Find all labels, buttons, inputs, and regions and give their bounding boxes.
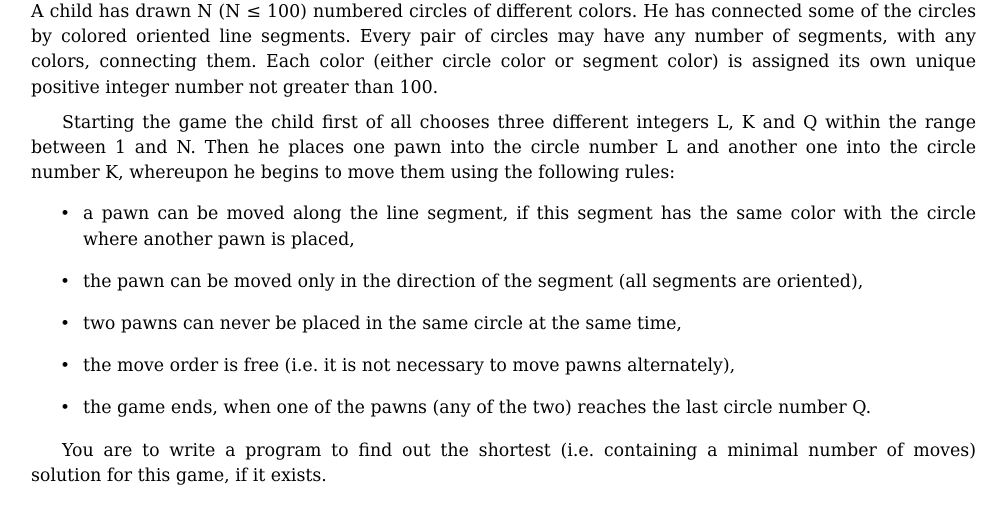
rule-text: two pawns can never be placed in the same circle at the same time, (83, 314, 682, 335)
list-item (31, 354, 976, 379)
rule-text: the pawn can be moved only in the direction of the segment (all segments are oriented), (83, 271, 864, 292)
list-item (31, 312, 976, 337)
bullet-icon: • (60, 398, 71, 419)
list-item (31, 396, 976, 421)
bullet-icon: • (60, 314, 71, 335)
game-setup-paragraph: Starting the game the child first of all chooses three different integers L, K and Q within the range between 1 and N. Then he places one pawn into the circle number L and another one into the circle number K, whereupon he begins to move them using the following rules: (31, 112, 976, 184)
rules-list (31, 202, 976, 421)
rule-text: the game ends, when one of the pawns (any of the two) reaches the last circle number Q. (83, 398, 872, 419)
bullet-icon: • (60, 271, 71, 292)
bullet-icon: • (60, 356, 71, 377)
list-item (31, 202, 976, 252)
bullet-icon: • (60, 204, 71, 225)
intro-paragraph: A child has drawn N (N ≤ 100) numbered circles of different colors. He has connected some of the circles by colored oriented line segments. Every pair of circles may have any number of segments, with any colors, connecting them. Each color (either circle color or segment color) is assigned its own unique positive integer number not greater than 100. (31, 2, 976, 98)
rule-text: the move order is free (i.e. it is not necessary to move pawns alternately), (83, 356, 736, 377)
problem-statement (31, 0, 976, 489)
rule-text: a pawn can be moved along the line segment, if this segment has the same color with the circle where another pawn is placed, (83, 204, 976, 250)
task-paragraph: You are to write a program to find out the shortest (i.e. containing a minimal number of moves) solution for this game, if it exists. (31, 440, 976, 486)
list-item (31, 270, 976, 295)
